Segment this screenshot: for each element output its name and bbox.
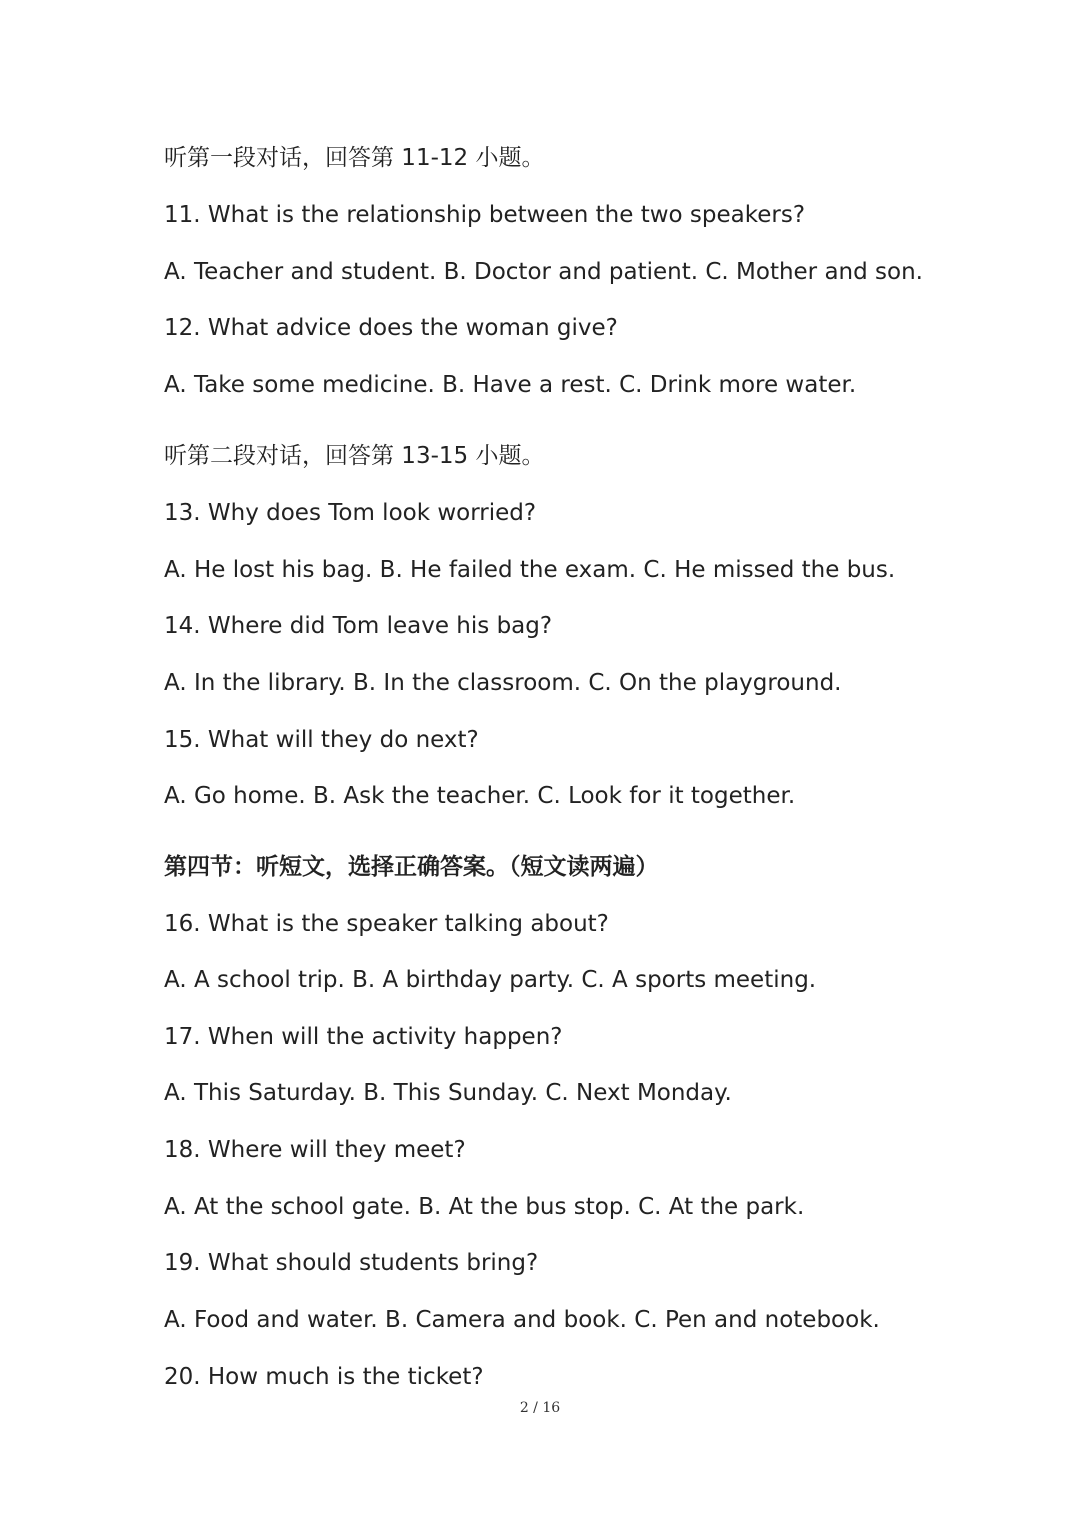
question-16: 16. What is the speaker talking about? bbox=[164, 911, 609, 937]
options-11: A. Teacher and student. B. Doctor and patient. C. Mother and son. bbox=[164, 259, 923, 285]
options-17: A. This Saturday. B. This Sunday. C. Next Monday. bbox=[164, 1080, 732, 1106]
options-15: A. Go home. B. Ask the teacher. C. Look for it together. bbox=[164, 783, 796, 809]
section-4-heading: 第四节：听短文，选择正确答案。（短文读两遍） bbox=[164, 854, 659, 880]
options-13: A. He lost his bag. B. He failed the exam. C. He missed the bus. bbox=[164, 557, 896, 583]
page-number: 2 / 16 bbox=[519, 1400, 561, 1416]
question-19: 19. What should students bring? bbox=[164, 1250, 539, 1276]
dialogue-1-instruction: 听第一段对话，回答第 11-12 小题。 bbox=[164, 145, 545, 171]
question-14: 14. Where did Tom leave his bag? bbox=[164, 613, 553, 639]
options-19: A. Food and water. B. Camera and book. C. Pen and notebook. bbox=[164, 1307, 880, 1333]
options-12: A. Take some medicine. B. Have a rest. C. Drink more water. bbox=[164, 372, 857, 398]
options-16: A. A school trip. B. A birthday party. C. A sports meeting. bbox=[164, 967, 817, 993]
question-20: 20. How much is the ticket? bbox=[164, 1364, 484, 1390]
options-14: A. In the library. B. In the classroom. C. On the playground. bbox=[164, 670, 842, 696]
question-13: 13. Why does Tom look worried? bbox=[164, 500, 537, 526]
options-18: A. At the school gate. B. At the bus stop. C. At the park. bbox=[164, 1194, 805, 1220]
question-11: 11. What is the relationship between the two speakers? bbox=[164, 202, 806, 228]
question-18: 18. Where will they meet? bbox=[164, 1137, 466, 1163]
question-17: 17. When will the activity happen? bbox=[164, 1024, 563, 1050]
question-12: 12. What advice does the woman give? bbox=[164, 315, 618, 341]
question-15: 15. What will they do next? bbox=[164, 727, 479, 753]
dialogue-2-instruction: 听第二段对话，回答第 13-15 小题。 bbox=[164, 443, 545, 469]
